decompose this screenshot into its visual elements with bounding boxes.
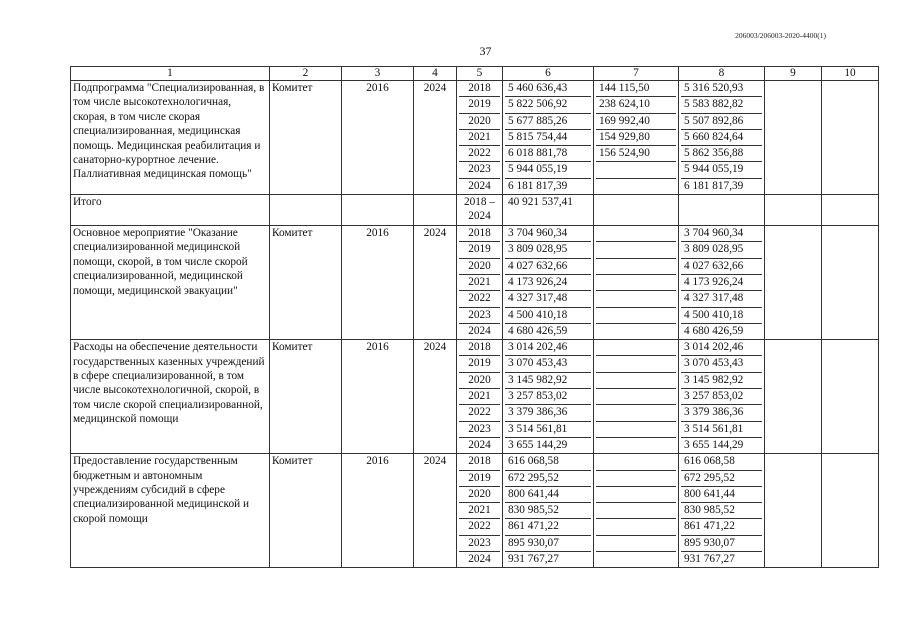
federal-amount-cell xyxy=(596,323,676,339)
year-cell: 2023 xyxy=(459,421,500,437)
year-cell: 2018 xyxy=(459,81,500,97)
empty-col-9 xyxy=(765,454,822,568)
federal-amount-cell-group xyxy=(594,454,679,568)
total-amount-cell: 3 704 960,34 xyxy=(505,226,591,242)
year-cell-group xyxy=(457,195,503,226)
empty-col-10 xyxy=(822,340,879,454)
regional-amount-cell: 830 985,52 xyxy=(681,503,762,519)
regional-amount-cell: 4 173 926,24 xyxy=(681,274,762,290)
year-cell: 2022 xyxy=(459,519,500,535)
year-list xyxy=(459,454,500,567)
total-amount-cell: 4 500 410,18 xyxy=(505,307,591,323)
total-amount-cell: 3 070 453,43 xyxy=(505,356,591,372)
year-cell: 2018 – 2024 xyxy=(463,196,496,223)
federal-amount-cell xyxy=(596,242,676,258)
regional-amount-cell: 3 704 960,34 xyxy=(681,226,762,242)
regional-amount-cell: 616 068,58 xyxy=(681,454,762,470)
federal-amount-cell: 169 992,40 xyxy=(596,113,676,129)
year-cell: 2018 xyxy=(459,454,500,470)
regional-amount-cell: 3 379 386,36 xyxy=(681,405,762,421)
federal-amount-cell xyxy=(596,437,676,453)
federal-amount-cell xyxy=(596,162,676,178)
regional-amount-cell: 3 145 982,92 xyxy=(681,372,762,388)
total-amount-cell: 3 514 561,81 xyxy=(505,421,591,437)
row-end-year: 2024 xyxy=(414,226,457,340)
row-end-year: 2024 xyxy=(414,454,457,568)
year-cell: 2022 xyxy=(459,291,500,307)
regional-amount-cell-group xyxy=(679,454,765,568)
federal-amount-cell xyxy=(596,470,676,486)
regional-amount-cell: 5 660 824,64 xyxy=(681,129,762,145)
federal-amount-cell xyxy=(596,356,676,372)
total-amount-cell: 861 471,22 xyxy=(505,519,591,535)
year-cell: 2023 xyxy=(459,307,500,323)
empty-col-9 xyxy=(765,226,822,340)
year-cell: 2020 xyxy=(459,486,500,502)
year-list xyxy=(681,81,762,194)
total-amount-cell: 40 921 537,41 xyxy=(508,196,573,209)
header-cell: 6 xyxy=(503,67,594,81)
year-list xyxy=(681,226,762,339)
row-start-year: 2016 xyxy=(342,226,414,340)
row-executor xyxy=(270,195,342,226)
header-cell: 1 xyxy=(71,67,270,81)
regional-amount-cell: 4 680 426,59 xyxy=(684,324,744,337)
total-amount-cell: 672 295,52 xyxy=(505,470,591,486)
federal-amount-cell xyxy=(596,535,676,551)
row-start-year: 2016 xyxy=(342,454,414,568)
year-list xyxy=(505,81,591,194)
empty-col-9 xyxy=(765,195,822,226)
program-table xyxy=(70,66,879,568)
year-cell: 2024 xyxy=(468,324,491,337)
row-name: Расходы на обеспечение деятельности государственных казенных учреждений в сфере специализированной, в том числе высокотехнологичной, скорой, в том числе скорой специализированной, медицинской помощи xyxy=(71,340,270,454)
total-amount-cell-group xyxy=(503,195,594,226)
regional-amount-cell-group xyxy=(679,340,765,454)
federal-amount-cell-group xyxy=(594,195,679,226)
total-amount-cell-group xyxy=(503,340,594,454)
year-cell: 2020 xyxy=(459,113,500,129)
table-row xyxy=(71,226,879,340)
header-cell: 4 xyxy=(414,67,457,81)
federal-amount-cell xyxy=(596,421,676,437)
header-cell: 3 xyxy=(342,67,414,81)
regional-amount-cell: 6 181 817,39 xyxy=(684,179,744,192)
federal-amount-cell xyxy=(596,258,676,274)
regional-amount-cell: 5 507 892,86 xyxy=(681,113,762,129)
federal-amount-cell xyxy=(596,226,676,242)
total-amount-cell-group xyxy=(503,454,594,568)
federal-amount-cell xyxy=(596,307,676,323)
table-row xyxy=(71,81,879,195)
year-cell: 2019 xyxy=(459,470,500,486)
regional-amount-cell: 800 641,44 xyxy=(681,486,762,502)
year-cell: 2024 xyxy=(468,179,491,192)
row-name: Подпрограмма "Специализированная, в том числе высокотехнологичная, скорая, в том числе скорая специализированная, медицинская помощь. Медицинская реабилитация и санаторно-курортное лечение. Паллиативная медицинская помощь" xyxy=(71,81,270,195)
federal-amount-cell: 156 524,90 xyxy=(596,146,676,162)
year-cell: 2021 xyxy=(459,503,500,519)
year-cell: 2019 xyxy=(459,97,500,113)
total-amount-cell: 4 173 926,24 xyxy=(505,274,591,290)
header-cell: 9 xyxy=(765,67,822,81)
row-executor: Комитет xyxy=(270,81,342,195)
empty-col-9 xyxy=(765,340,822,454)
row-start-year: 2016 xyxy=(342,81,414,195)
total-amount-cell: 800 641,44 xyxy=(505,486,591,502)
header-row xyxy=(71,67,879,81)
federal-amount-cell xyxy=(596,454,676,470)
row-executor: Комитет xyxy=(270,454,342,568)
row-executor: Комитет xyxy=(270,226,342,340)
header-cell: 5 xyxy=(457,67,503,81)
year-cell: 2024 xyxy=(468,438,491,451)
year-cell: 2020 xyxy=(459,372,500,388)
year-list xyxy=(505,340,591,453)
table-row xyxy=(71,454,879,568)
total-amount-cell: 5 677 885,26 xyxy=(505,113,591,129)
regional-amount-cell: 5 583 882,82 xyxy=(681,97,762,113)
row-end-year xyxy=(414,195,457,226)
regional-amount-cell: 672 295,52 xyxy=(681,470,762,486)
year-list xyxy=(459,195,500,225)
year-list xyxy=(459,340,500,453)
total-amount-cell: 4 027 632,66 xyxy=(505,258,591,274)
row-start-year xyxy=(342,195,414,226)
regional-amount-cell-group xyxy=(679,81,765,195)
federal-amount-cell: 154 929,80 xyxy=(596,129,676,145)
total-amount-cell: 5 944 055,19 xyxy=(505,162,591,178)
year-list xyxy=(505,195,591,210)
federal-amount-cell xyxy=(596,519,676,535)
federal-amount-cell-group xyxy=(594,340,679,454)
regional-amount-cell: 4 027 632,66 xyxy=(681,258,762,274)
federal-amount-cell xyxy=(596,178,676,194)
total-amount-cell: 3 655 144,29 xyxy=(508,438,568,451)
empty-col-9 xyxy=(765,81,822,195)
total-amount-cell: 895 930,07 xyxy=(505,535,591,551)
total-amount-cell: 830 985,52 xyxy=(505,503,591,519)
year-cell-group xyxy=(457,226,503,340)
total-amount-cell: 5 822 506,92 xyxy=(505,97,591,113)
federal-amount-cell-group xyxy=(594,81,679,195)
regional-amount-cell-group xyxy=(679,226,765,340)
header-cell: 2 xyxy=(270,67,342,81)
total-amount-cell: 5 815 754,44 xyxy=(505,129,591,145)
table-row xyxy=(71,195,879,226)
total-amount-cell: 3 014 202,46 xyxy=(505,340,591,356)
row-start-year: 2016 xyxy=(342,340,414,454)
regional-amount-cell xyxy=(681,195,762,210)
total-amount-cell-group xyxy=(503,226,594,340)
total-amount-cell: 3 145 982,92 xyxy=(505,372,591,388)
year-cell: 2024 xyxy=(468,553,491,566)
year-cell-group xyxy=(457,340,503,454)
federal-amount-cell xyxy=(596,274,676,290)
federal-amount-cell: 238 624,10 xyxy=(596,97,676,113)
total-amount-cell: 6 181 817,39 xyxy=(508,179,568,192)
row-name: Итого xyxy=(71,195,270,226)
row-executor: Комитет xyxy=(270,340,342,454)
year-cell: 2023 xyxy=(459,162,500,178)
regional-amount-cell: 5 316 520,93 xyxy=(681,81,762,97)
year-cell: 2018 xyxy=(459,340,500,356)
year-list xyxy=(505,226,591,339)
header-cell: 10 xyxy=(822,67,879,81)
federal-amount-cell xyxy=(596,389,676,405)
total-amount-cell: 4 680 426,59 xyxy=(508,324,568,337)
empty-col-10 xyxy=(822,454,879,568)
year-list xyxy=(681,454,762,567)
table-body xyxy=(71,81,879,568)
regional-amount-cell: 895 930,07 xyxy=(681,535,762,551)
year-list xyxy=(596,454,676,567)
year-cell: 2022 xyxy=(459,146,500,162)
federal-amount-cell xyxy=(596,552,676,568)
federal-amount-cell xyxy=(596,372,676,388)
total-amount-cell: 3 257 853,02 xyxy=(505,389,591,405)
row-end-year: 2024 xyxy=(414,340,457,454)
total-amount-cell-group xyxy=(503,81,594,195)
header-cell: 7 xyxy=(594,67,679,81)
year-list xyxy=(505,454,591,567)
row-name: Основное мероприятие "Оказание специализированной медицинской помощи, скорой, в том числе скорой специализированной, медицинской помощи, медицинской эвакуации" xyxy=(71,226,270,340)
federal-amount-cell xyxy=(596,195,676,210)
total-amount-cell: 3 379 386,36 xyxy=(505,405,591,421)
year-list xyxy=(596,81,676,194)
regional-amount-cell: 3 070 453,43 xyxy=(681,356,762,372)
empty-col-10 xyxy=(822,81,879,195)
year-cell: 2021 xyxy=(459,274,500,290)
total-amount-cell: 5 460 636,43 xyxy=(505,81,591,97)
year-cell: 2019 xyxy=(459,356,500,372)
regional-amount-cell: 931 767,27 xyxy=(684,553,735,566)
header-cell: 8 xyxy=(679,67,765,81)
regional-amount-cell: 3 014 202,46 xyxy=(681,340,762,356)
regional-amount-cell: 861 471,22 xyxy=(681,519,762,535)
year-list xyxy=(596,340,676,453)
regional-amount-cell-group xyxy=(679,195,765,226)
year-list xyxy=(459,226,500,339)
table-row xyxy=(71,340,879,454)
year-list xyxy=(681,340,762,453)
regional-amount-cell: 3 809 028,95 xyxy=(681,242,762,258)
empty-col-10 xyxy=(822,195,879,226)
regional-amount-cell: 5 862 356,88 xyxy=(681,146,762,162)
document-number: 206003/206003-2020-4400(1) xyxy=(735,31,826,40)
regional-amount-cell: 3 257 853,02 xyxy=(681,389,762,405)
federal-amount-cell: 144 115,50 xyxy=(596,81,676,97)
regional-amount-cell: 5 944 055,19 xyxy=(681,162,762,178)
federal-amount-cell xyxy=(596,486,676,502)
federal-amount-cell xyxy=(596,291,676,307)
federal-amount-cell xyxy=(596,340,676,356)
year-cell: 2021 xyxy=(459,389,500,405)
regional-amount-cell: 3 655 144,29 xyxy=(684,438,744,451)
year-cell-group xyxy=(457,454,503,568)
regional-amount-cell: 3 514 561,81 xyxy=(681,421,762,437)
row-end-year: 2024 xyxy=(414,81,457,195)
year-cell-group xyxy=(457,81,503,195)
row-name: Предоставление государственным бюджетным и автономным учреждениям субсидий в сфере специализированной медицинской и скорой помощи xyxy=(71,454,270,568)
year-list xyxy=(681,195,762,210)
total-amount-cell: 6 018 881,78 xyxy=(505,146,591,162)
year-list xyxy=(596,195,676,210)
year-list xyxy=(596,226,676,339)
total-amount-cell: 4 327 317,48 xyxy=(505,291,591,307)
empty-col-10 xyxy=(822,226,879,340)
year-cell: 2021 xyxy=(459,129,500,145)
federal-amount-cell xyxy=(596,405,676,421)
year-cell: 2023 xyxy=(459,535,500,551)
page-number: 37 xyxy=(479,44,492,58)
regional-amount-cell: 4 500 410,18 xyxy=(681,307,762,323)
year-cell: 2020 xyxy=(459,258,500,274)
total-amount-cell: 931 767,27 xyxy=(508,553,559,566)
year-cell: 2019 xyxy=(459,242,500,258)
total-amount-cell: 616 068,58 xyxy=(505,454,591,470)
federal-amount-cell xyxy=(596,503,676,519)
year-cell: 2018 xyxy=(459,226,500,242)
year-cell: 2022 xyxy=(459,405,500,421)
total-amount-cell: 3 809 028,95 xyxy=(505,242,591,258)
federal-amount-cell-group xyxy=(594,226,679,340)
regional-amount-cell: 4 327 317,48 xyxy=(681,291,762,307)
year-list xyxy=(459,81,500,194)
